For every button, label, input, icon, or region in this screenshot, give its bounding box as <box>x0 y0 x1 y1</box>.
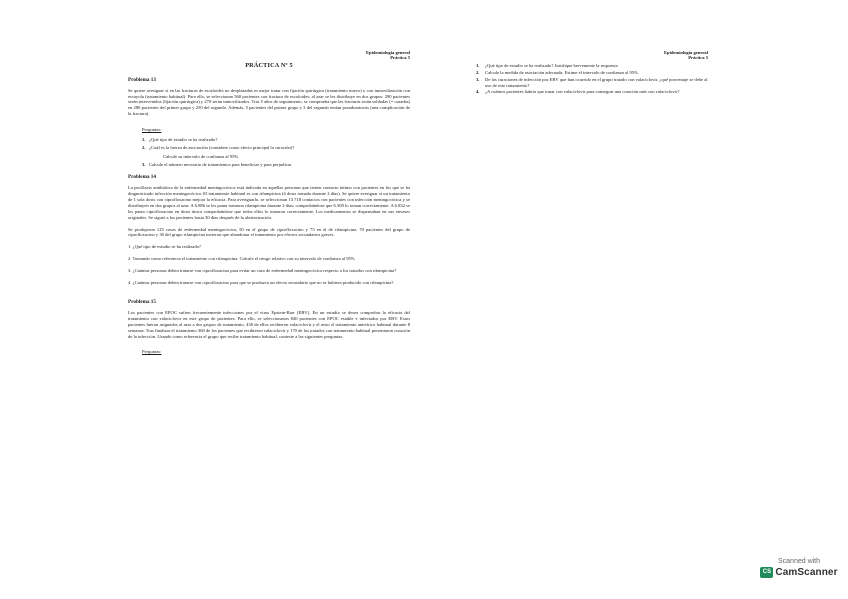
question-number: 2. <box>142 145 146 151</box>
problem15-questions <box>476 63 708 96</box>
left-page <box>128 50 410 490</box>
problem14-text1: La profilaxis antibiótica de la enfermedad meningocócica está indicada en aquellas personas que tienen contacto íntimo con pacientes en los que se ha diagnosticado infección meningocócica. El tratamiento habitual es con rifampicina (4 dosis tomada durante 2 días). Se quiere averiguar si un tratamiento de 1 sola dosis con ciprofloxacino mejora la eficacia. Para averiguarlo, se seleccionan 13.718 contactos con pacientes con infección meningocócica y se distribuyen en dos grupos al azar. A 6.886 se les pauta tomaron rifampicina durante 2 días; comprobándose que 6.300 lo toman correctamente. A 6.832 se les pauta ciprofloxacino en dosis única comprobándose que todos ellos lo tomaron correctamente. Los medicamentos se dispensaban en sus envases originales. Se siguió a los pacientes hasta 30 días después de la aleatorización. <box>128 185 410 220</box>
question-text: ¿A cuántos pacientes habría que tratar con valaciclovir para conseguir una curación más con valaciclovir? <box>485 89 680 95</box>
problem14-body <box>128 185 410 286</box>
question-number: 3. <box>142 162 146 168</box>
camscanner-watermark <box>757 557 841 589</box>
question-number: 4. <box>476 89 480 95</box>
question-number: 2. <box>476 69 480 75</box>
problem13-heading: Problema 13 <box>128 76 156 83</box>
right-header-line1: Epidemiología general <box>663 50 708 55</box>
camscanner-logo-icon: CS <box>760 567 773 578</box>
problem13-questions <box>128 137 410 168</box>
left-header-line2: Práctica 5 <box>390 55 410 61</box>
problem15-text: Los pacientes con EPOC sufren frecuentemente infecciones por el virus Epstein-Barr (EBV). En un estudio se desea comprobar la eficacia del tratamiento con valaciclovir en este grupo de pacientes. Para ello, se seleccionaron 840 pacientes con EPOC estable e infectados por EBV. Estos pacientes fueron asignados al azar a dos grupos de tratamiento, 430 de ellos recibieron valaciclovir y el resto el tratamiento antivírico habitual durante 8 semanas. Tras finalizar el tratamiento 360 de los pacientes que recibieron valaciclovir y 170 de los tratados con tratamiento habitual presentaron curación de la infección. Usando como referencia el grupo que recibe tratamiento habitual, conteste a las siguientes preguntas: <box>128 309 410 339</box>
question-number: 1. <box>142 137 146 143</box>
left-header-line1: Epidemiología general <box>365 50 410 55</box>
left-page-header <box>128 50 410 61</box>
watermark-caption: Scanned with <box>777 558 821 565</box>
problem15-heading: Problema 15 <box>128 298 156 305</box>
question-text: ¿Qué tipo de estudio se ha realizado? <box>149 137 218 143</box>
watermark-brand: CamScanner <box>775 567 838 578</box>
question-text: ¿Qué tipo de estudio se ha realizado? Justifique brevemente la respuesta <box>485 62 618 68</box>
problem14-q2: 2. Tomando como referencia el tratamiento con rifampicina. Calcule el riesgo relativo con su intervalo de confianza al 95% <box>128 256 355 262</box>
question-number: 3. <box>476 76 480 82</box>
question-text: Calcule el número necesario de tratamientos para beneficiar y para perjudicar <box>149 162 292 168</box>
problem14-text2: Se produjeron 125 casos de enfermedad meningocócica, 50 en el grupo de ciprofloxacino y 75 en el de rifampicina. 70 pacientes del grupo de ciprofloxacino y 30 del grupo rifampicina tuvieron que abandonar el tratamiento por efectos secundarios graves. <box>128 226 410 238</box>
question-text: Calcule su intervalo de confianza al 95%. <box>163 153 240 159</box>
question-number: 1. <box>476 62 480 68</box>
list-item <box>142 137 410 143</box>
question-text: ¿Cuál es la fuerza de asociación (considere como efecto principal la curación)? <box>149 145 295 151</box>
question-text: Calcule la medida de asociación adecuada. Estime el intervalo de confianza al 95%. <box>485 69 640 75</box>
problem14-q3: 3. ¿Cuántas personas deben tratarse con ciprofloxacino para evitar un caso de enfermedad meningocócica respecto a los tratados con rifampicina? <box>128 268 397 274</box>
right-page-header <box>476 50 708 61</box>
list-item <box>142 145 410 151</box>
list-item <box>476 63 708 69</box>
question-text: De las curaciones de infección por EBV que han ocurrido en el grupo tratado con valaciclovir, ¿qué porcentaje se debe al uso de este tratamiento? <box>485 76 708 88</box>
right-page <box>476 50 708 150</box>
problem14-q1: 1. ¿Qué tipo de estudio se ha realizado? <box>128 244 201 250</box>
right-header-line2: Práctica 5 <box>688 55 708 61</box>
problem13-questions-heading: Preguntas: <box>142 127 162 133</box>
list-item <box>476 70 708 76</box>
page-title: PRÁCTICA Nº 5 <box>245 61 293 69</box>
list-item <box>476 89 708 95</box>
list-item <box>142 162 410 168</box>
list-item <box>476 77 708 89</box>
watermark-brand-row <box>757 567 841 578</box>
problem15-questions-heading: Preguntas: <box>142 349 162 355</box>
problem13-text: Se quiere averiguar si en las fracturas de escafoides no desplazadas es mejor tratar con fijación quirúrgica (tratamiento nuevo) o con inmovilización con escayola (tratamiento habitual). Para ello, se seleccionan 560 pacientes con fractura de escafoides; al azar se les distribuye en dos grupos: 290 pacientes serán intervenidos (fijación quirúrgica) y 270 serán inmovilizados. Tras 5 años de seguimiento, se comprueba que las fracturas están soldadas (= curadas) en 280 pacientes del primer grupo y 250 del segundo. Además, 5 pacientes del primer grupo y 3 del segundo tenían pseudoartrosis (una complicación de la fractura). <box>128 87 411 117</box>
list-item <box>163 154 410 160</box>
problem14-q4: 4. ¿Cuántas personas deben tratarse con ciprofloxacino para que se produzca un efecto secundario que no se hubiera producido con rifampicina? <box>128 280 394 286</box>
problem14-heading: Problema 14 <box>128 174 156 181</box>
